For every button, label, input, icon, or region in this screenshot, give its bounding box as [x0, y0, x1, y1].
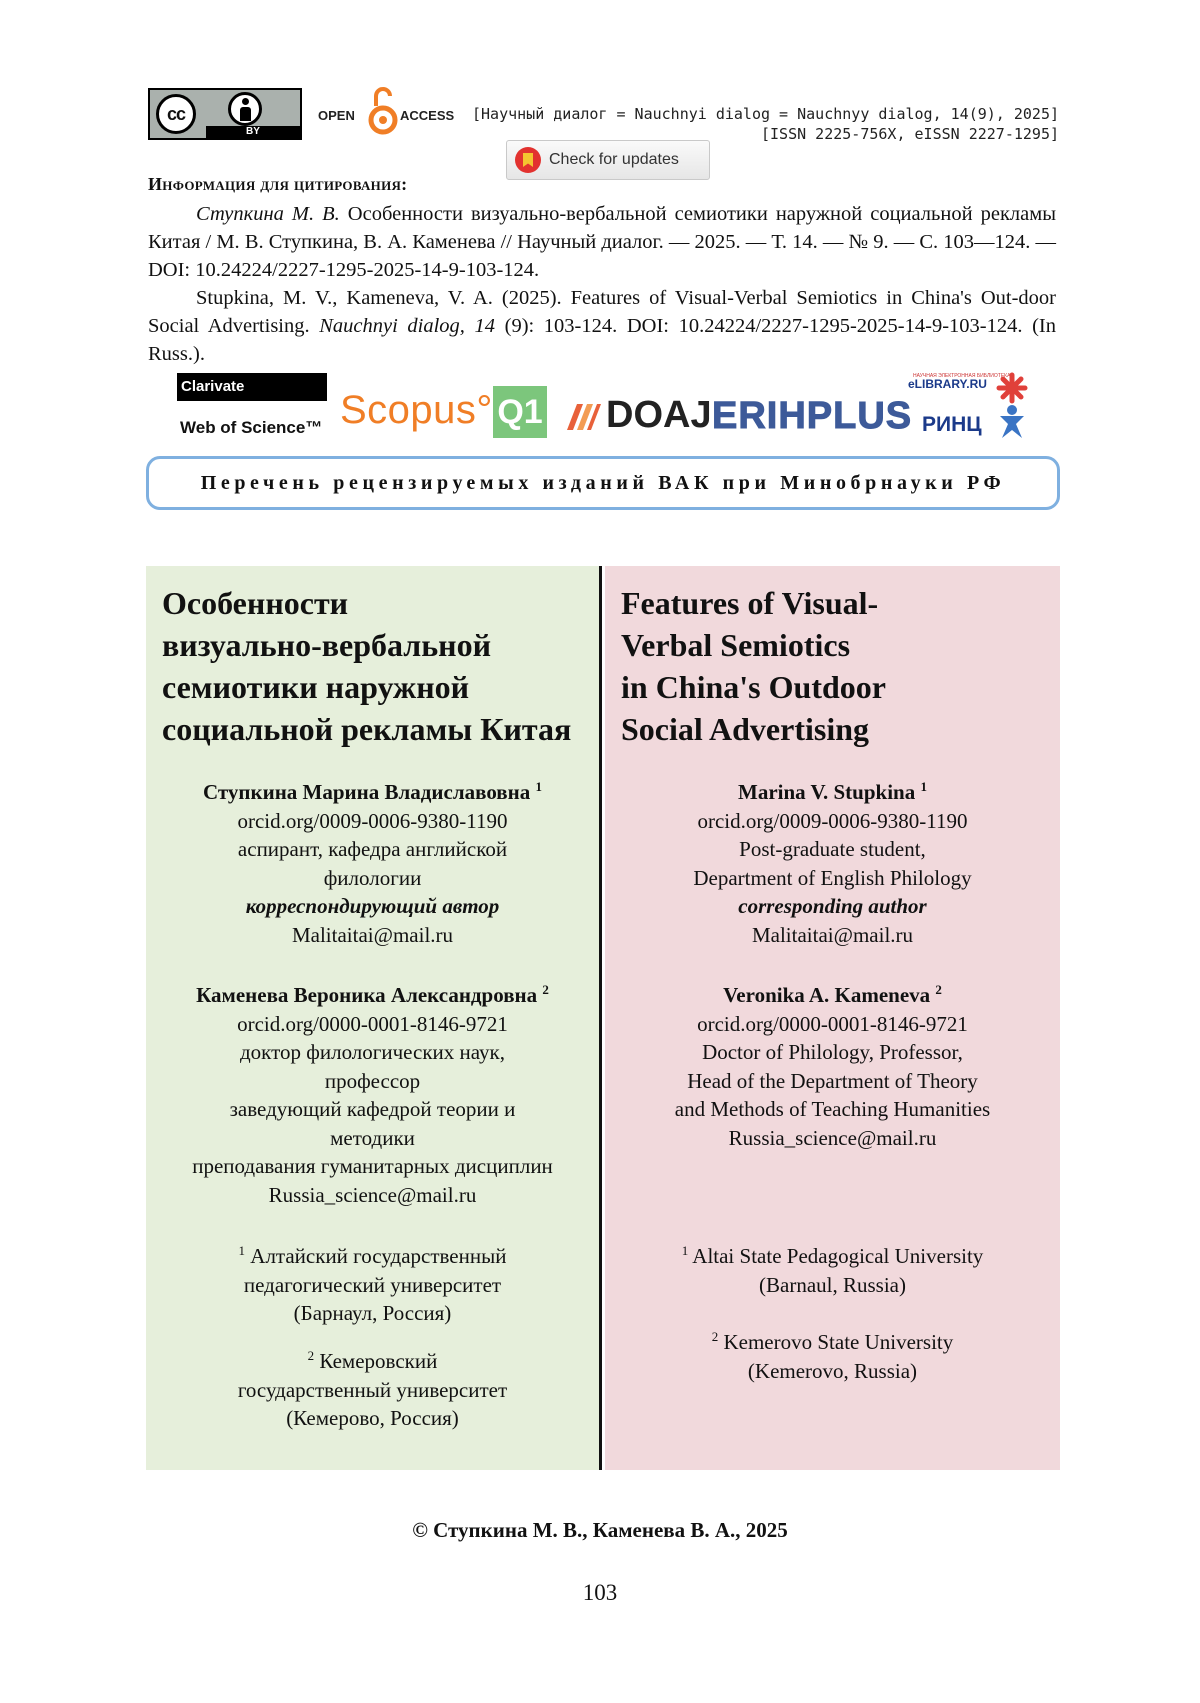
affiliation-line: (Кемерово, Россия) — [286, 1406, 459, 1430]
affiliation-line: педагогический университет — [243, 1272, 502, 1297]
citation-ru-line2: рекламы Китая / М. В. Ступкина, В. А. Каменева // Научный диалог. — 2025. — Т. 14. — — [148, 203, 1056, 253]
citation-ru-authors: Ступкина М. В. — [196, 203, 340, 225]
title-line: Особенности — [162, 585, 349, 621]
erihplus-logo[interactable]: ERIHPLUS — [712, 395, 913, 437]
affiliation1-sup: 1 — [238, 1243, 246, 1258]
rinc-person-icon — [996, 404, 1028, 440]
author2-email-ru[interactable]: Russia_science@mail.ru — [268, 1182, 477, 1207]
affiliation-line: Altai State Pedagogical University — [692, 1244, 984, 1268]
citation-en-line1: Stupkina, M. V., Kameneva, V. A. (2025). Features of Visual-Verbal Semiotics in China's Out- — [196, 287, 1019, 309]
attribution-person-icon — [228, 92, 262, 126]
open-lock-icon — [368, 86, 398, 136]
title-line: Social Advertising — [621, 711, 870, 747]
citation-ru-line3: № 9. — С. 103—124. — DOI: 10.24224/2227-1295-2025-14-9-103-124. — [148, 231, 1057, 281]
vak-banner: Перечень рецензируемых изданий ВАК при Минобрнауки РФ — [146, 456, 1060, 510]
citation-heading: Информация для цитирования: — [148, 174, 408, 194]
affiliation1-sup: 1 — [681, 1243, 689, 1258]
citation-block — [148, 200, 1056, 368]
affiliation-line: (Барнаул, Россия) — [293, 1301, 452, 1325]
citation-en-line3: 103-124. (In Russ.). — [148, 315, 1056, 365]
affiliation2-ru — [146, 1347, 599, 1433]
doaj-mark-icon — [563, 400, 603, 434]
cc-by-license-badge[interactable] — [148, 88, 302, 140]
open-access-left-label: OPEN — [318, 108, 355, 123]
citation-en-line2-start: door Social Advertising. — [148, 287, 1056, 337]
english-column — [605, 566, 1060, 1470]
check-for-updates-label: Check for updates — [549, 151, 679, 168]
open-access-logo — [318, 86, 460, 140]
copyright-notice: © Ступкина М. В., Каменева В. А., 2025 — [412, 1518, 788, 1542]
citation-ru-line1: Особенности визуально-вербальной семиотики наружной социальной — [339, 203, 973, 225]
author2-block-en — [605, 981, 1060, 1152]
author2-block-ru — [146, 981, 599, 1209]
q1-badge: Q1 — [493, 386, 547, 438]
author1-email-ru[interactable]: Malitaitai@mail.ru — [291, 922, 454, 947]
author1-sup: 1 — [920, 779, 927, 794]
author1-position-en: Post-graduate student, — [739, 837, 926, 861]
author2-line: доктор филологических наук, — [239, 1040, 505, 1064]
author1-position-ru: аспирант, кафедра английской — [237, 837, 508, 861]
corresponding-author-ru: корреспондирующий автор — [245, 894, 500, 918]
author2-line: and Methods of Teaching Humanities — [674, 1097, 991, 1121]
affiliation2-en — [605, 1328, 1060, 1385]
title-line: социальной рекламы Китая — [162, 711, 572, 747]
author2-line: заведующий кафедрой теории и — [229, 1097, 516, 1121]
author2-line: преподавания гуманитарных дисциплин — [192, 1154, 553, 1178]
affiliation1-ru — [146, 1242, 599, 1328]
clarivate-label: Clarivate — [181, 378, 245, 395]
author2-orcid-en[interactable]: orcid.org/0000-0001-8146-9721 — [697, 1011, 968, 1036]
title-line: Features of Visual- — [621, 585, 879, 621]
affiliation-line: Kemerovo State University — [723, 1330, 954, 1354]
author2-sup: 2 — [935, 982, 942, 997]
elibrary-tagline: НАУЧНАЯ ЭЛЕКТРОННАЯ БИБЛИОТЕКА — [913, 373, 1011, 379]
affiliation-line: (Barnaul, Russia) — [759, 1272, 906, 1297]
page-number: 103 — [582, 1580, 618, 1605]
author1-department-en: Department of English Philology — [693, 865, 972, 890]
title-line: семиотики наружной — [162, 669, 470, 705]
issn-line: [ISSN 2225-756X, eISSN 2227-1295] — [760, 125, 1059, 143]
author2-sup: 2 — [542, 982, 549, 997]
check-for-updates-button[interactable] — [506, 140, 710, 180]
citation-ru — [148, 200, 1056, 284]
affiliation2-sup: 2 — [307, 1348, 315, 1363]
cc-icon: cc — [156, 94, 196, 134]
doaj-logo[interactable]: DOAJ — [606, 394, 712, 436]
author1-name-ru: Ступкина Марина Владиславовна $^1$ — [202, 779, 542, 804]
scopus-logo[interactable]: Scopus° — [340, 388, 493, 432]
clarivate-logo[interactable] — [177, 373, 327, 401]
citation-en — [148, 284, 1056, 368]
elibrary-flower-icon — [996, 372, 1028, 404]
author1-department-ru: филологии — [323, 865, 422, 890]
author1-name-en: Marina V. Stupkina $^1$ — [738, 779, 927, 804]
author2-name-en: Veronika A. Kameneva $^2$ — [723, 982, 942, 1007]
russian-article-title — [162, 582, 571, 750]
author2-line: Head of the Department of Theory — [687, 1068, 978, 1093]
affiliation-line: Кемеровский — [319, 1349, 438, 1373]
author2-line: Doctor of Philology, Professor, — [702, 1040, 963, 1064]
author1-block-en — [605, 778, 1060, 949]
web-of-science-logo[interactable]: Web of Science™ — [180, 418, 323, 437]
rinc-logo[interactable]: РИНЦ — [922, 413, 982, 436]
title-line: визуально-вербальной — [162, 627, 492, 663]
open-access-right-label: ACCESS — [400, 108, 455, 123]
journal-line: [Научный диалог = Nauchnyi dialog = Nauchnyy dialog, 14(9), 2025] — [472, 105, 1059, 123]
author2-email-en[interactable]: Russia_science@mail.ru — [728, 1125, 937, 1150]
author2-orcid-ru[interactable]: orcid.org/0000-0001-8146-9721 — [237, 1011, 508, 1036]
journal-header — [472, 104, 1059, 144]
author1-block-ru — [146, 778, 599, 949]
russian-column — [146, 566, 602, 1470]
author1-email-en[interactable]: Malitaitai@mail.ru — [751, 922, 914, 947]
affiliation-line: (Kemerovo, Russia) — [747, 1358, 918, 1383]
corresponding-author-en: corresponding author — [738, 894, 927, 918]
author1-orcid-ru[interactable]: orcid.org/0009-0006-9380-1190 — [237, 808, 508, 833]
author2-name-ru: Каменева Вероника Александровна $^2$ — [196, 982, 549, 1007]
affiliation-line: Алтайский государственный — [250, 1244, 507, 1268]
crossmark-icon — [515, 147, 541, 173]
english-article-title — [621, 582, 886, 750]
by-label: BY — [206, 126, 300, 138]
citation-en-journal: Nauchnyi dialog, 14 — [319, 315, 496, 337]
author1-orcid-en[interactable]: orcid.org/0009-0006-9380-1190 — [697, 808, 968, 833]
affiliation1-en — [605, 1242, 1060, 1299]
author1-sup: 1 — [535, 779, 542, 794]
elibrary-logo[interactable]: eLIBRARY.RU — [908, 377, 987, 391]
author2-line: профессор — [324, 1068, 421, 1093]
affiliation-line: государственный университет — [237, 1377, 508, 1402]
author2-line: методики — [330, 1125, 415, 1150]
title-line: Verbal Semiotics — [621, 627, 851, 663]
citation-en-line2-end: (9): 103-124. DOI: 10.24224/2227-1295-2025-14-9- — [495, 315, 950, 337]
title-line: in China's Outdoor — [621, 669, 886, 705]
affiliation2-sup: 2 — [711, 1329, 719, 1344]
